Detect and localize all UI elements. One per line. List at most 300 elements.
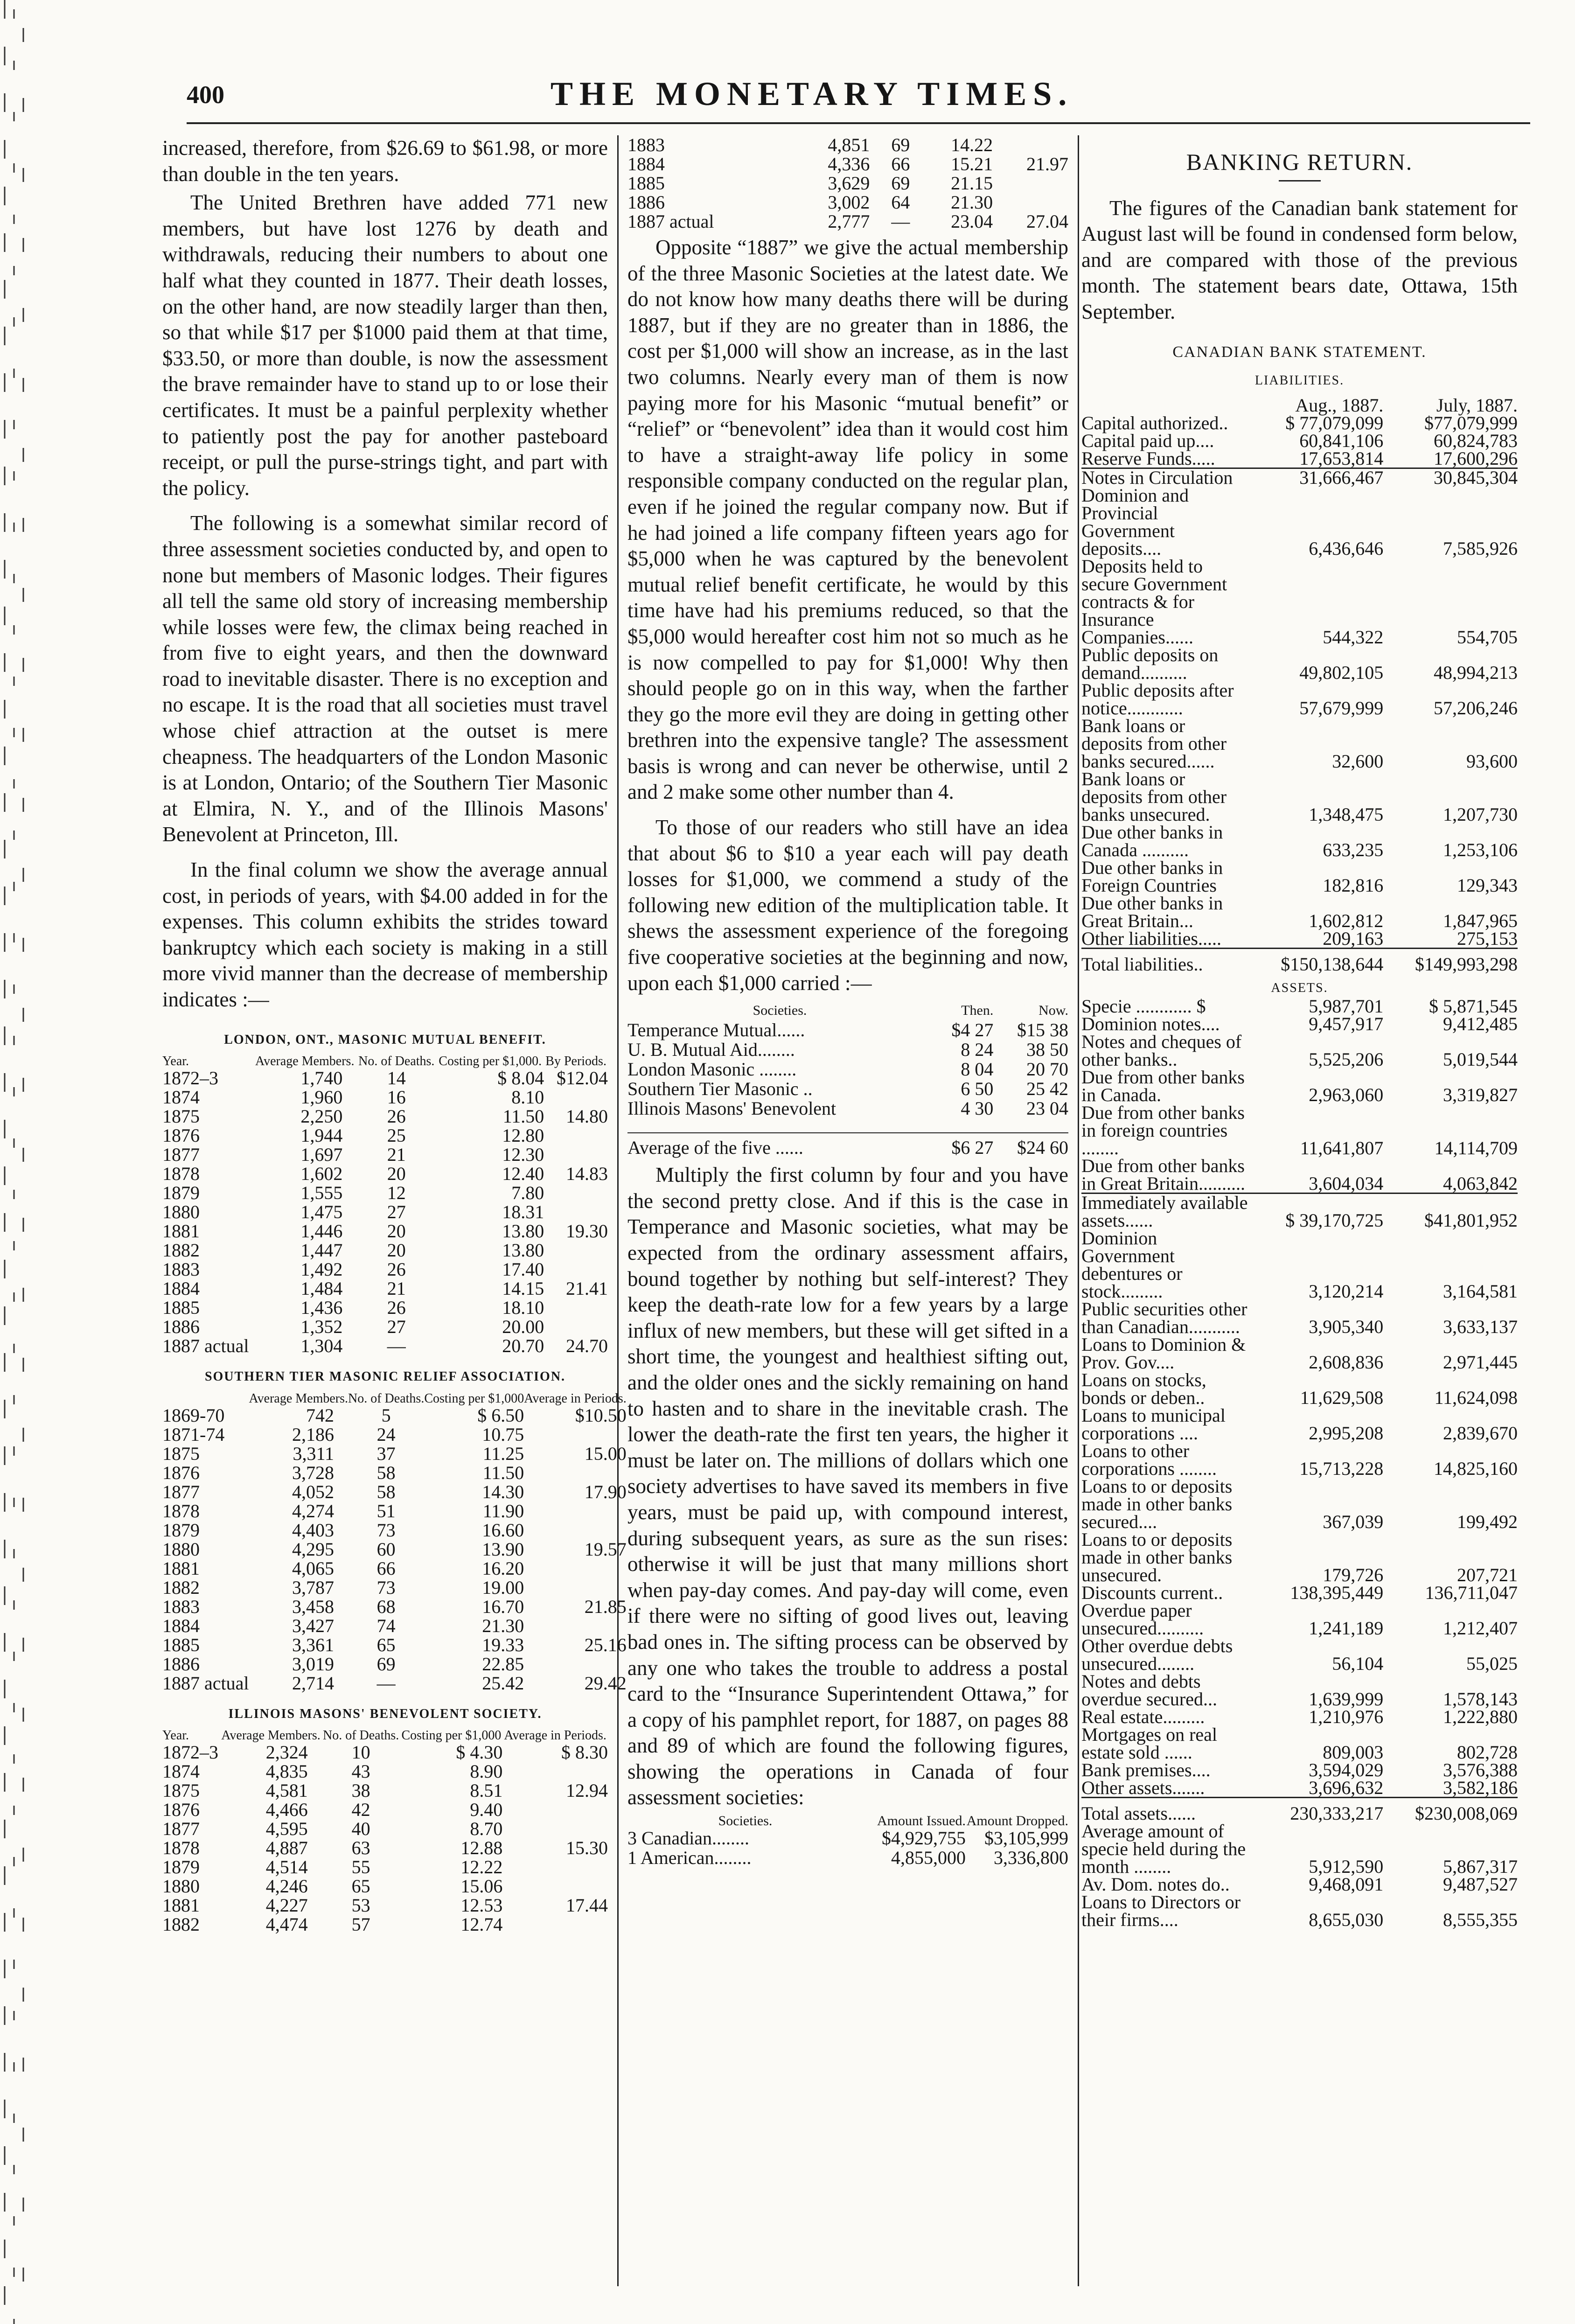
table-cell: 1882 [162,1577,200,1598]
table-cell: 12.80 [502,1125,544,1146]
statement-row [1081,859,1518,894]
table-cell: 11.50 [482,1462,524,1483]
divider [1279,180,1321,181]
statement-label: Mortgages on real estate sold ...... [1081,1724,1218,1763]
table-cell: 1878 [162,1163,200,1185]
statement-row [1081,770,1518,824]
table-cell: 1,447 [300,1240,343,1261]
publication-title: THE MONETARY TIMES. [551,75,1073,112]
total-assets-aug: 230,333,217 [1290,1802,1384,1824]
statement-label: Real estate......... [1081,1706,1205,1727]
table-title: SOUTHERN TIER MASONIC RELIEF ASSOCIATION. [204,1369,566,1384]
table-row [162,1635,627,1654]
table-cell: 16 [387,1087,406,1108]
table-row [162,1838,608,1857]
total-assets-label: Total assets...... [1081,1802,1196,1824]
statement-value-july: 55,025 [1466,1653,1518,1674]
statement-value-aug: 633,235 [1323,839,1384,860]
statement-row [1081,1104,1518,1157]
total-liabilities-july: $149,993,298 [1415,953,1518,975]
statement-label: Dominion Government debentures or stock......... [1081,1227,1183,1302]
table-row [627,1848,1068,1868]
table-cell: 65 [376,1634,396,1655]
statement-row [1081,1300,1518,1336]
statement-label: Other assets....... [1081,1777,1205,1798]
table-cell: $10.50 [575,1404,627,1426]
table-cell: 1872–3 [162,1742,218,1763]
column-header: Average Members. [255,1054,355,1069]
table-cell: 21 [387,1278,406,1299]
table-cell: 4,887 [265,1837,308,1859]
header-rule [187,122,1530,124]
statement-value-aug: 9,468,091 [1309,1873,1384,1895]
statement-row [1081,1442,1518,1478]
column-header: Average in Periods. [504,1728,606,1743]
column-header: Societies. [718,1813,773,1829]
table-cell: 4,227 [265,1895,308,1916]
statement-value-aug: 2,963,060 [1309,1084,1384,1105]
table-cell: 2,186 [292,1424,335,1445]
table-cell: 10.75 [482,1424,524,1445]
statement-value-aug: 57,679,999 [1299,697,1384,719]
statement-label: Notes in Circulation [1081,467,1233,488]
total-assets-july: $230,008,069 [1415,1802,1518,1824]
statement-title: CANADIAN BANK STATEMENT. [1172,343,1427,361]
table-cell: Temperance Mutual...... [627,1019,805,1041]
table-cell: 1872–3 [162,1068,218,1089]
table-cell: 1,475 [300,1201,343,1223]
table-cell: 14.30 [482,1481,524,1502]
table-cell: 1878 [162,1837,200,1859]
table-cell: 1879 [162,1519,200,1541]
statement-label: Loans to or deposits made in other banks secured.... [1081,1475,1233,1532]
table-cell: 4,336 [828,154,870,174]
table-cell: 4,514 [265,1856,308,1878]
table-row [162,1743,608,1762]
column-header: Year. [162,1728,189,1743]
statement-row [1081,1893,1518,1929]
table-cell: 21.15 [951,173,993,194]
table-cell: $3,105,999 [984,1828,1068,1849]
statement-label: Av. Dom. notes do.. [1081,1873,1230,1895]
statement-label: Public securities other than Canadian........... [1081,1298,1247,1337]
table-cell: 1876 [162,1799,200,1821]
table-cell: 4,595 [265,1818,308,1840]
statement-label: Loans on stocks, bonds or deben.. [1081,1369,1206,1408]
table-cell [544,1183,608,1202]
table-cell: 1887 actual [627,211,714,232]
table-cell: 3,311 [293,1443,335,1464]
statement-row [1081,432,1518,450]
statement-value-aug: 9,457,917 [1309,1013,1384,1034]
table-cell: 20 [387,1240,406,1261]
table-cell: 24.70 [566,1335,608,1357]
table-cell: 14 [387,1068,406,1089]
column-header: Amount Dropped. [966,1813,1068,1829]
statement-row [1081,1336,1518,1371]
page-number: 400 [187,81,224,109]
table-cell: 27 [387,1201,406,1223]
statement-value-july: 57,206,246 [1434,697,1518,719]
table-cell: 1875 [162,1780,200,1801]
table-cell: 1883 [162,1259,200,1280]
table-row [162,1336,608,1355]
table-cell: 12.53 [460,1895,503,1916]
table-cell: 6 50 [961,1078,994,1100]
statement-value-july: 1,222,880 [1443,1706,1518,1727]
table-cell: 1884 [162,1278,200,1299]
column-header: No. of Deaths. [348,1391,425,1406]
statement-value-aug: 5,912,590 [1309,1856,1384,1877]
table-cell: 17.90 [584,1481,627,1502]
table-cell: 14.22 [951,134,993,155]
table-cell: 1886 [162,1316,200,1338]
statement-row [1081,1194,1518,1229]
table-cell: 8.70 [470,1818,503,1840]
table-cell: 15.06 [460,1876,503,1897]
table-cell: 11.50 [502,1106,544,1127]
paragraph: Multiply the first column by four and you have the second pretty close. And if this is the case in Temperance and Masonic societies, what may be expected from the ordinary assessment affairs, bound together by nothing but self-interest? They keep the death-rate low for a few years by a large influx of new members, but these will get sifted in a short time, the youngest and healthiest sifting out, and the older ones and the sickly remaining on hand to hasten and to share in the inevitable crash. The lower the death-rate the first ten years, the higher it must be later on. The millions of dollars which one society advertises to have saved its members in five years, must be paid up, with compound interest, during subsequent years, as sure as the sun rises: otherwise it will be just that many millions short when pay-day comes. And pay-day will come, even if there were no sifting of good lives out, leaving bad ones in. The sifting process can be observed by any one who takes the trouble to address a postal card to the “Insurance Superintendent Ottawa,” for a copy of his pamphlet report, for 1887, on pages 88 and 89 of which are found the following figures, showing the operations in Canada of four assessment societies: [627,1163,1068,1809]
table-cell: 1881 [162,1895,200,1916]
statement-value-july: 2,839,670 [1443,1422,1518,1444]
canada-operations-table [627,1814,1068,1868]
table-cell: 2,777 [828,211,870,232]
column-1 [162,135,627,1935]
table-cell [524,1463,627,1482]
table-cell: 1884 [162,1615,200,1636]
statement-value-july: 3,164,581 [1443,1280,1518,1302]
statement-label: Loans to other corporations ........ [1081,1440,1217,1479]
table-cell [544,1126,608,1145]
section-heading: BANKING RETURN. [1186,149,1413,175]
table-cell [524,1559,627,1578]
statement-label: Public deposits on demand.......... [1081,644,1219,683]
table-cell: 1883 [162,1596,200,1617]
table-cell [524,1616,627,1635]
table-cell: 1876 [162,1125,200,1146]
table-row [162,1444,627,1463]
table-cell: 12.22 [460,1856,503,1878]
table-cell: 3,361 [292,1634,335,1655]
statement-value-july: 3,319,827 [1443,1084,1518,1105]
statement-value-aug: 179,726 [1323,1564,1384,1585]
table-cell: 1885 [627,173,665,194]
statement-label: Other overdue debts unsecured........ [1081,1635,1233,1674]
statement-value-aug: 15,713,228 [1299,1458,1384,1479]
statement-value-aug: 5,525,206 [1309,1048,1384,1070]
paragraph: The figures of the Canadian bank statement for August last will be found in condensed form below, and are compared with those of the previous month. The statement bears date, Ottawa, 15th September. [1081,196,1518,323]
table-cell: 25.42 [482,1672,524,1694]
table-cell: 12.30 [502,1144,544,1165]
table-cell [993,174,1068,193]
statement-value-july: 9,412,485 [1443,1013,1518,1034]
table-cell: 4,855,000 [891,1847,966,1869]
table-cell [544,1260,608,1279]
statement-value-aug: 11,629,508 [1300,1387,1384,1408]
statement-row [1081,1602,1518,1637]
statement-value-aug: 60,841,106 [1299,430,1384,451]
table-cell: 20 [387,1163,406,1185]
table-cell: 24 [376,1424,396,1445]
table-cell: 7.80 [511,1182,544,1204]
table-cell: 18.10 [502,1297,544,1319]
table-row [162,1597,627,1616]
table-cell: 1876 [162,1462,200,1483]
statement-label: Notes and cheques of other banks.. [1081,1031,1242,1070]
table-cell: 3,728 [292,1462,335,1483]
table-cell: 38 [351,1780,370,1801]
statement-value-july: 207,721 [1457,1564,1518,1585]
table-cell: 1881 [162,1557,200,1579]
table-cell: 13.90 [482,1538,524,1560]
statement-value-aug: 1,602,812 [1309,910,1384,931]
table-cell: 8.90 [470,1761,503,1782]
table-cell: 20 70 [1026,1059,1068,1080]
table-cell: 68 [376,1596,396,1617]
table-cell: 21.97 [1026,154,1068,174]
table-cell: 27.04 [1026,211,1068,232]
column-header: Aug., 1887. [1295,394,1384,416]
table-cell: 12.88 [460,1837,503,1859]
table-cell: 8 04 [961,1059,994,1080]
table-cell: 1,944 [300,1125,343,1146]
table-cell: 1,352 [300,1316,343,1338]
table-row [162,1877,608,1896]
table-cell: 26 [387,1259,406,1280]
table-row [162,1202,608,1221]
table-cell: 4,851 [828,134,870,155]
statement-value-july: 554,705 [1457,626,1518,648]
column-header: Average Members. [221,1728,321,1743]
bank-statement-table [1081,394,1518,1930]
table-row [627,1079,1068,1099]
statement-value-july: 4,063,842 [1443,1172,1518,1194]
statement-label: Reserve Funds..... [1081,447,1215,469]
table-cell: 19.57 [584,1538,627,1560]
statement-row [1081,469,1518,487]
statement-row [1081,894,1518,930]
statement-label: Notes and debts overdue secured... [1081,1670,1217,1710]
table-cell: 1,436 [300,1297,343,1319]
statement-value-aug: 49,802,105 [1299,662,1384,683]
table-cell: 1874 [162,1087,200,1108]
table-cell [993,193,1068,212]
table-cell [544,1298,608,1317]
table-cell: 12.94 [566,1780,608,1801]
statement-value-july: 5,019,544 [1443,1048,1518,1070]
table-cell: $ 4.30 [456,1742,503,1763]
table-cell: 55 [351,1856,370,1878]
table-cell: 51 [376,1500,396,1521]
table-cell: 74 [376,1615,396,1636]
table-cell: 3,336,800 [994,1847,1068,1869]
table-cell: 26 [387,1106,406,1127]
total-liabilities-label: Total liabilities.. [1081,953,1203,975]
statement-row [1081,1726,1518,1761]
table-cell: 1887 actual [162,1672,249,1694]
statement-value-july: 7,585,926 [1443,537,1518,559]
statement-label: Due from other banks in foreign countries ........ [1081,1102,1245,1159]
table-cell: 1877 [162,1144,200,1165]
table-cell: 1875 [162,1443,200,1464]
statement-label: Deposits held to secure Government contracts & for Insurance Companies...... [1081,555,1227,648]
statement-row [1081,414,1518,432]
table-row [162,1298,608,1317]
statement-value-aug: 1,348,475 [1309,803,1384,825]
table-cell: 58 [376,1462,396,1483]
table-cell: 69 [891,173,910,194]
table-cell: 1880 [162,1538,200,1560]
statement-label: Overdue paper unsecured.......... [1081,1599,1204,1639]
table-cell: — [891,211,910,232]
table-cell: 13.80 [502,1221,544,1242]
table-cell: 1879 [162,1182,200,1204]
table-cell: 37 [376,1443,396,1464]
table-row [627,135,1068,154]
table-cell: 1 American........ [627,1847,752,1869]
statement-value-july: 93,600 [1466,750,1518,772]
table-cell: 57 [351,1914,370,1935]
table-cell: 16.60 [482,1519,524,1541]
statement-value-aug: 56,104 [1332,1653,1384,1674]
table-cell: 1884 [627,154,665,174]
table-cell: 1877 [162,1481,200,1502]
table-row [627,154,1068,174]
statement-label: Specie ............ $ [1081,995,1206,1017]
table-cell [544,1088,608,1107]
table-cell: 12 [387,1182,406,1204]
table-cell: 1,602 [300,1163,343,1185]
statement-value-july: 1,847,965 [1443,910,1518,931]
table-cell: 26 [387,1297,406,1319]
table-cell [544,1241,608,1260]
table-cell: 2,324 [265,1742,308,1763]
statement-label: Due from other banks in Great Britain.......... [1081,1155,1246,1194]
statement-value-july: 60,824,783 [1434,430,1518,451]
statement-label: Capital paid up.... [1081,430,1214,451]
statement-value-july: 3,633,137 [1443,1316,1518,1337]
statement-row [1081,824,1518,859]
table-cell: 1,492 [300,1259,343,1280]
table-row [162,1654,627,1674]
table-cell: 1,304 [300,1335,343,1357]
table-row [162,1183,608,1202]
table-row [162,1068,608,1088]
statement-value-aug: 17,653,814 [1299,447,1384,469]
statement-value-july: $ 5,871,545 [1429,995,1518,1017]
statement-value-aug: 367,039 [1323,1511,1384,1532]
statement-row [1081,487,1518,558]
table-cell: 15.21 [951,154,993,174]
table-row [627,1099,1068,1118]
statement-value-aug: 1,241,189 [1309,1617,1384,1639]
table-cell: 3,458 [292,1596,335,1617]
table-cell: 9.40 [470,1799,503,1821]
table-cell: $15 38 [1017,1019,1068,1041]
table-cell: 1,740 [300,1068,343,1089]
total-liabilities-aug: $150,138,644 [1281,953,1384,975]
statement-value-aug: 3,696,632 [1309,1777,1384,1798]
statement-label: Due other banks in Great Britain... [1081,892,1223,931]
statement-value-aug: 5,987,701 [1309,995,1384,1017]
table-row [627,1060,1068,1079]
statement-value-july: 1,578,143 [1443,1688,1518,1710]
statement-row [1081,1033,1518,1068]
statement-value-july: 199,492 [1457,1511,1518,1532]
table-row [627,1020,1068,1040]
paragraph: The following is a somewhat similar record of three assessment societies conducted by, and open to none but members of Masonic lodges. Their figures all tell the same old story of increasing membership while losses were few, the climax being reached in from five to eight years, and then the downward road to inevitable disaster. There is no exception and no escape. It is the road that all societies must travel whose chief attraction at the outset is mere cheapness. The headquarters of the London Masonic is at London, Ontario; of the Southern Tier Masonic at Elmira, N. Y., and of the Illinois Masons' Benevolent at Princeton, Ill. [162,511,608,846]
table-cell: 20 [387,1221,406,1242]
statement-row [1081,646,1518,682]
table-cell: 1882 [162,1240,200,1261]
statement-value-aug: 3,604,034 [1309,1172,1384,1194]
paragraph: The United Brethren have added 771 new members, but have lost 1276 by death and withdrawals, reducing their numbers to about one half what they counted in 1877. Their death losses, on the other hand, are now steadily larger than then, so that while $17 per $1000 paid them at that time, $33.50, or more than double, is now the assessment the brave remainder have to stand up to or lose their certificates. It must be a painful perplexity whether to patiently post the pay for another pasteboard receipt, or pull the purse-strings tight, and part with the policy. [162,191,608,500]
statement-value-july: 129,343 [1457,874,1518,896]
statement-value-aug: 8,655,030 [1309,1909,1384,1930]
statement-value-july: 3,582,186 [1443,1777,1518,1798]
table-cell [502,1800,608,1819]
table-cell: 1880 [162,1876,200,1897]
column-header: Costing per $1,000 [401,1728,502,1743]
table-cell: 1875 [162,1106,200,1127]
statement-label: Dominion and Provincial Government deposits.... [1081,484,1189,559]
table-cell: 3,002 [828,192,870,213]
statement-row [1081,1822,1518,1876]
column-header: No. of Deaths. [322,1728,399,1743]
statement-value-july: 8,555,355 [1443,1909,1518,1930]
statement-value-july: $41,801,952 [1424,1209,1518,1231]
table-cell: 5 [381,1404,391,1426]
table-row [162,1241,608,1260]
table-row [162,1857,608,1877]
statement-value-july: 3,576,388 [1443,1759,1518,1780]
table-cell: 64 [891,192,910,213]
table-cell: 1,484 [300,1278,343,1299]
statement-value-aug: $ 39,170,725 [1285,1209,1384,1231]
table-cell: 11.25 [482,1443,524,1464]
column-header: By Periods. [545,1054,606,1069]
statement-row [1081,682,1518,717]
statement-row [1081,998,1518,1015]
statement-value-july: 11,624,098 [1434,1387,1518,1408]
statement-value-july: 1,212,407 [1443,1617,1518,1639]
table-cell: $12.04 [557,1068,608,1089]
statement-label: Public deposits after notice............ [1081,679,1234,719]
table-cell: 1,555 [300,1182,343,1204]
statement-row [1081,1584,1518,1602]
table-cell: 11.90 [482,1500,524,1521]
column-3 [1081,135,1518,1929]
statement-value-aug: 182,816 [1323,874,1384,896]
table-cell: Illinois Masons' Benevolent [627,1098,836,1119]
table-row [162,1406,627,1425]
table-cell: 20.70 [502,1335,544,1357]
table-cell: 1,960 [300,1087,343,1108]
average-label: Average of the five ...... [627,1137,803,1159]
statement-label: Due other banks in Canada .......... [1081,821,1223,860]
column-header: Average in Periods. [524,1391,627,1406]
paragraph: To those of our readers who still have an idea that about $6 to $10 a year each will pay death losses for $1,000, we commend a study of the following new edition of the multiplication table. It shews the assessment experience of the foregoing five cooperative societies at the beginning and now, upon each $1,000 carried :— [627,816,1068,995]
statement-value-july: 2,971,445 [1443,1351,1518,1373]
statement-value-aug: $ 77,079,099 [1285,412,1384,433]
table-cell: 4 30 [961,1098,994,1119]
table-row [162,1463,627,1482]
table-row [162,1896,608,1915]
table-row [162,1164,608,1183]
table-cell: 19.33 [482,1634,524,1655]
table-cell: 3,019 [292,1653,335,1675]
table-cell [524,1425,627,1444]
